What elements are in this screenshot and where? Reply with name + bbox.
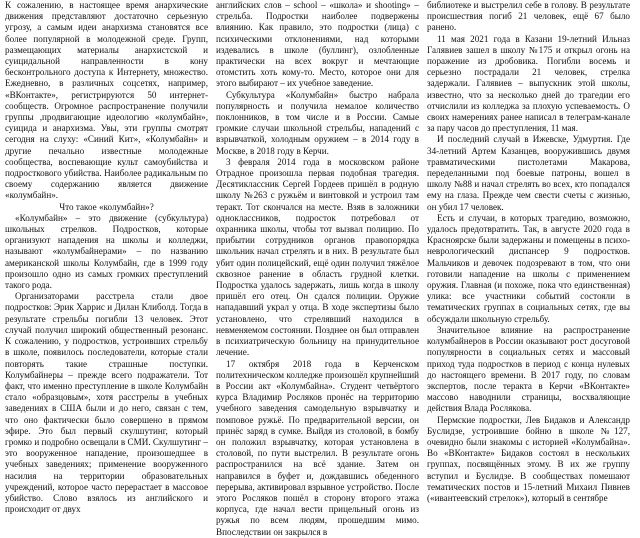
text-column-2 [216, 0, 419, 537]
paragraph: «Колумбайн» – это движение (субкультура) школьных стрелков. Подростков, которые организуют нападения на школы и колледжи, называют «колумбайнерами» – по названию американской школы Колумбайн, где в 1999 году произошло одно из самых громких преступлений такого рода. [5, 212, 208, 291]
paragraph: Пермские подростки, Лев Бидаков и Александр Буслидзе, устроившие бойню в школе №127, очевидно были знакомы с историей «Колумбайна». Во «ВКонтакте» Бидаков состоял в нескольких группах, посвящённых этому. В их же группу вступил и Буслидзе. В сообществах помешают тематических постов и 15-летний Михаил Пивнев («ивантеевский стрелок»), который в сентябре [427, 414, 630, 503]
paragraph: Организаторами расстрела стали двое подростков: Эрик Харрис и Дилан Клиболд. Тогда в результате стрельбы погибли 13 человек. Этот случай получил широкий общественный резонанс. К сожалению, у подростков, устроивших стрельбу в школе, появилось последователи, которые стали повторять такие страшные поступки. Колумбайнеры – прежде всего подражатели. Тот факт, что именно преступление в школе Колумбайн стало «образцовым», хотя расстрелы в учебных заведениях в США были и до него, связан с тем, что оно фактически было совершено в прямом эфире. Это был первый скулшутинг, который громко и подробно освещали в СМИ. Скулшутинг – это вооруженное нападение, произошедшее в учебных заведениях; применение вооруженного насилия на территории образовательных учреждений, которое часто перерастает в массовое убийство. Слово взялось из английского и происходит от двух [5, 291, 208, 515]
text-column-3 [427, 0, 630, 503]
paragraph: библиотеке и выстрелил себе в голову. В результате происшествия погиб 21 человек, ещё 67 было ранено. [427, 0, 630, 33]
paragraph: И последний случай в Ижевске, Удмуртия. Где 34-летний Артем Казанцев, вооружившись двумя травматическими пистолетами Макарова, переделанными под боевые патроны, вошел в школу №88 и начал стрелять во всех, кто попадался ему на глаза. Прежде чем свести счеты с жизнью, он убил 17 человек. [427, 134, 630, 212]
paragraph: Значительное влияние на распространение колумбайнеров в России оказывают рост досуговой популярности в социальных сетях и массовый приход туда подростков в период с конца нулевых до настоящего времени. В 2017 году, по словам экспертов, после теракта в Керчи «ВКонтакте» массово наводнили страницы, восхваляющие действия Влада Рослякова. [427, 324, 630, 414]
paragraph: Что такое «колумбайн»? [59, 201, 154, 212]
paragraph: Субкультура «Колумбайн» быстро набрала популярность и получила немалое количество поклонников, в том числе и в России. Самые громкие случаи школьной стрельбы, нападений с взрывчаткой, холодным оружием – в 2014 году в Москве, в 2018 году в Керчи. [216, 89, 419, 156]
paragraph: английских слов – school – «школа» и shooting» – стрельба. Подростки наиболее подвержены влиянию. Как правило, это подростки (лица) с психическими отклонениями, над которыми издевались в школе (буллинг), озлобленные практически на всех вокруг и мечтающие отомстить хоть кому-то. Место, которое они для этого выбирают – их учебное заведение. [216, 0, 419, 89]
paragraph: 11 мая 2021 года в Казани 19-летний Ильназ Галявиев зашел в школу №175 и открыл огонь на поражение из дробовика. Погибли восемь и серьезно пострадали 21 человек, стрелка задержали. Галявиев – выпускник этой школы, известно, что за несколько дней до трагедии его отчислили из колледжа за плохую успеваемость. О своих намерениях ранее написал в телеграм-канале за пару часов до преступления, 11 мая. [427, 33, 630, 134]
text-column-1 [5, 0, 208, 515]
paragraph: Есть и случаи, в которых трагедию, возможно, удалось предотвратить. Так, в августе 2020 года в Красноярске были задержаны и помещены в психо-неврологический диспансер 9 подростков. Мальчиков и девочек подозревают в том, что они готовили нападение на школы с применением оружия. Главная (и похоже, пока что единственная) улика: все участники событий состояли в тематических группах в социальных сетях, где вы обсуждали школьную стрельбу. [427, 212, 630, 324]
paragraph: 17 октября 2018 года в Керченском политехническом колледже произошёл крупнейший в России акт «Колумбайна». Студент четвёртого курса Владимир Росляков пронёс на территорию учебного заведения самодельную взрывчатку и помповое ружьё. По предварительной версии, он принёс заряд в сумке. Выйдя из столовой, в бомбу он положил взрывчатку, которая установлена в столовой, по пути выстрелил. В результате огонь распространился на всё здание. Затем он направился в буфет и, дождавшись обеденного перерыва, активировал взрывное устройство. После этого Росляков пошёл в сторону второго этажа корпуса, где начал вести прицельный огонь из ружья по всем людям, прошедшим мимо. Впоследствии он закрылся в [216, 358, 419, 537]
paragraph: 3 февраля 2014 года в московском районе Отрадное произошла первая подобная трагедия. Десятиклассник Сергей Гордеев пришёл в родную школу №263 с ружьём и винтовкой и устроил там теракт. Тот скончался на месте. Взяв в заложники одноклассников, подросток потребовал от охранника школы, чтобы тот вызвал полицию. По прибытии сотрудников органов правопорядка школьник начал стрелять и в них. В результате был убит один полицейский, ещё один получил тяжёлое сквозное ранение в область грудной клетки. Подростка удалось задержать, лишь когда в школу пришёл его отец. Он сдался полиции. Оружие нападавший украл у отца. В ходе экспертизы было установлено, что стрелявший находился в невменяемом состоянии. Позднее он был отправлен в психиатрическую больницу на принудительное лечение. [216, 156, 419, 358]
paragraph: К сожалению, в настоящее время анархические движения представляют достаточно серьезную угрозу, а самым идеи анархизма становятся все более популярной в молодежной среде. Групп, размещающих материалы анархистской и суицидальной направленности в кону бесконтрольного доступа к Интернету, множество. Ежедневно, в различных соцсетях, например, «ВКонтакте», регистрируются 50 интернет-сообществ. Огромное распространение получили группы ,продвигающие идеологию «колумбайн», суицида и анархизма. Увы, эти группы смотрят сегодня на слуху: «Синий Кит», «Колумбайн» и другие печально известные молодежные сообщества, воспевающие культ самоубийства и подросткового убийства. Наиболее радикальным по своему содержанию является движение «колумбайн». [5, 0, 208, 201]
